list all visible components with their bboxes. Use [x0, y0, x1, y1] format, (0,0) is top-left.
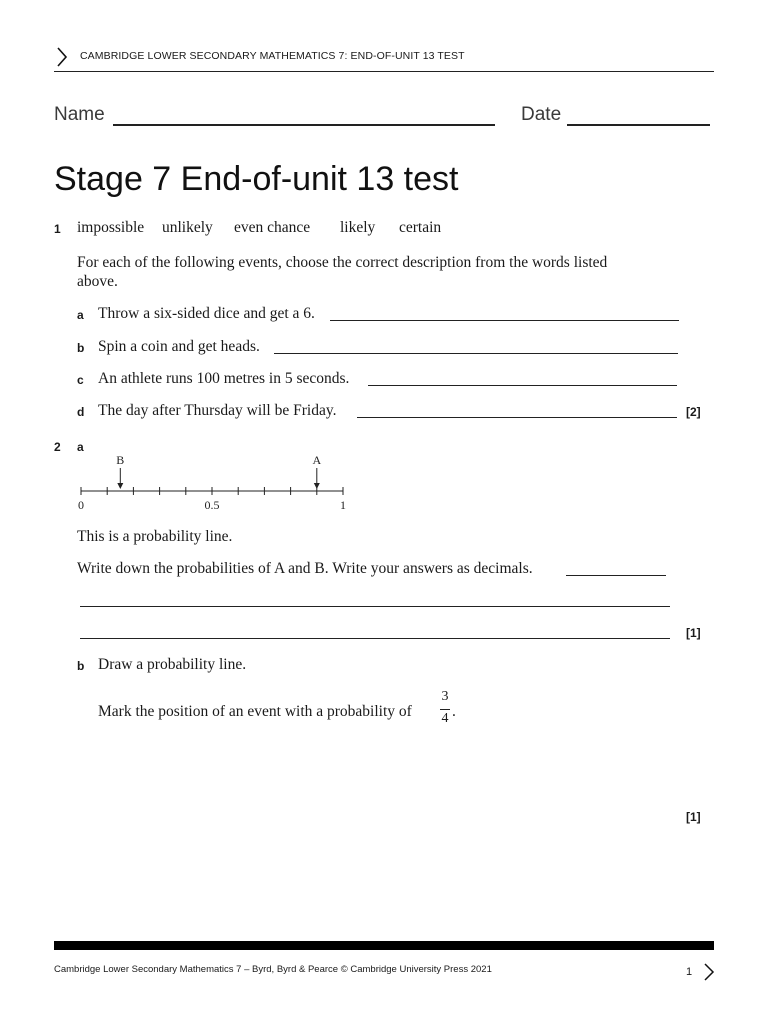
part-label-c: c: [77, 373, 84, 387]
probability-line-tick-label: 1: [340, 498, 346, 512]
q1a-text: Throw a six-sided dice and get a 6.: [98, 305, 315, 322]
q2a-answer-line-2[interactable]: [80, 606, 670, 607]
fraction-numerator: 3: [441, 689, 449, 704]
q2b-end-punctuation: .: [452, 703, 456, 720]
q1-instruction-line1: For each of the following events, choose the correct description from the words listed: [77, 254, 608, 271]
word-even-chance: even chance: [234, 219, 311, 236]
q1b-text: Spin a coin and get heads.: [98, 338, 260, 355]
fraction-denominator: 4: [441, 711, 449, 726]
header-rule: [54, 71, 714, 72]
probability-point-a: [312, 453, 321, 489]
q1-marks: [2]: [686, 405, 701, 419]
q2a-answer-line-1[interactable]: [566, 575, 666, 576]
part-label-b: b: [77, 341, 85, 355]
q2a-marks: [1]: [686, 626, 701, 640]
page-number: 1: [686, 966, 693, 978]
probability-point-label: B: [116, 453, 125, 467]
q2b-marks: [1]: [686, 810, 701, 824]
part-label-2b: b: [77, 659, 85, 673]
q2b-text1: Draw a probability line.: [98, 656, 247, 673]
question-number-2: 2: [54, 440, 61, 454]
word-impossible: impossible: [77, 219, 145, 236]
q1b-answer-line[interactable]: [274, 353, 678, 354]
probability-point-arrow-head: [117, 483, 123, 489]
date-label: Date: [521, 104, 562, 125]
q2b-text2: Mark the position of an event with a probability of: [98, 703, 412, 720]
q1d-answer-line[interactable]: [357, 417, 677, 418]
q2a-text1: This is a probability line.: [77, 528, 233, 545]
probability-line-tick-label: 0.5: [204, 498, 220, 512]
word-likely: likely: [340, 219, 376, 236]
q1a-answer-line[interactable]: [330, 320, 679, 321]
probability-point-label: A: [312, 453, 322, 467]
word-certain: certain: [399, 219, 442, 236]
probability-line-diagram: [70, 448, 360, 518]
footer-credit: Cambridge Lower Secondary Mathematics 7 – Byrd, Byrd & Pearce © Cambridge University Press 2021: [54, 964, 492, 975]
q1c-answer-line[interactable]: [368, 385, 677, 386]
probability-point-b: [116, 453, 124, 489]
chevron-right-icon: [702, 962, 716, 982]
probability-line-tick-label: 0: [78, 498, 84, 512]
chevron-right-icon: [54, 46, 70, 68]
q2a-answer-line-3[interactable]: [80, 638, 670, 639]
q2a-text2: Write down the probabilities of A and B. Write your answers as decimals.: [77, 560, 533, 577]
running-header: CAMBRIDGE LOWER SECONDARY MATHEMATICS 7: END-OF-UNIT 13 TEST: [80, 50, 465, 62]
part-label-2a: a: [77, 440, 84, 454]
page-title: Stage 7 End-of-unit 13 test: [54, 160, 459, 198]
part-label-a: a: [77, 308, 84, 322]
probability-point-arrow-head: [314, 483, 320, 489]
q1c-text: An athlete runs 100 metres in 5 seconds.: [98, 370, 350, 387]
fraction-bar: [440, 709, 450, 710]
q1-instruction-line2: above.: [77, 273, 118, 290]
q1d-text: The day after Thursday will be Friday.: [98, 402, 337, 419]
name-label: Name: [54, 104, 105, 125]
footer-bar: [54, 941, 714, 950]
part-label-d: d: [77, 405, 85, 419]
date-field[interactable]: [567, 124, 710, 126]
name-field[interactable]: [113, 124, 495, 126]
word-unlikely: unlikely: [162, 219, 213, 236]
question-number-1: 1: [54, 222, 61, 236]
